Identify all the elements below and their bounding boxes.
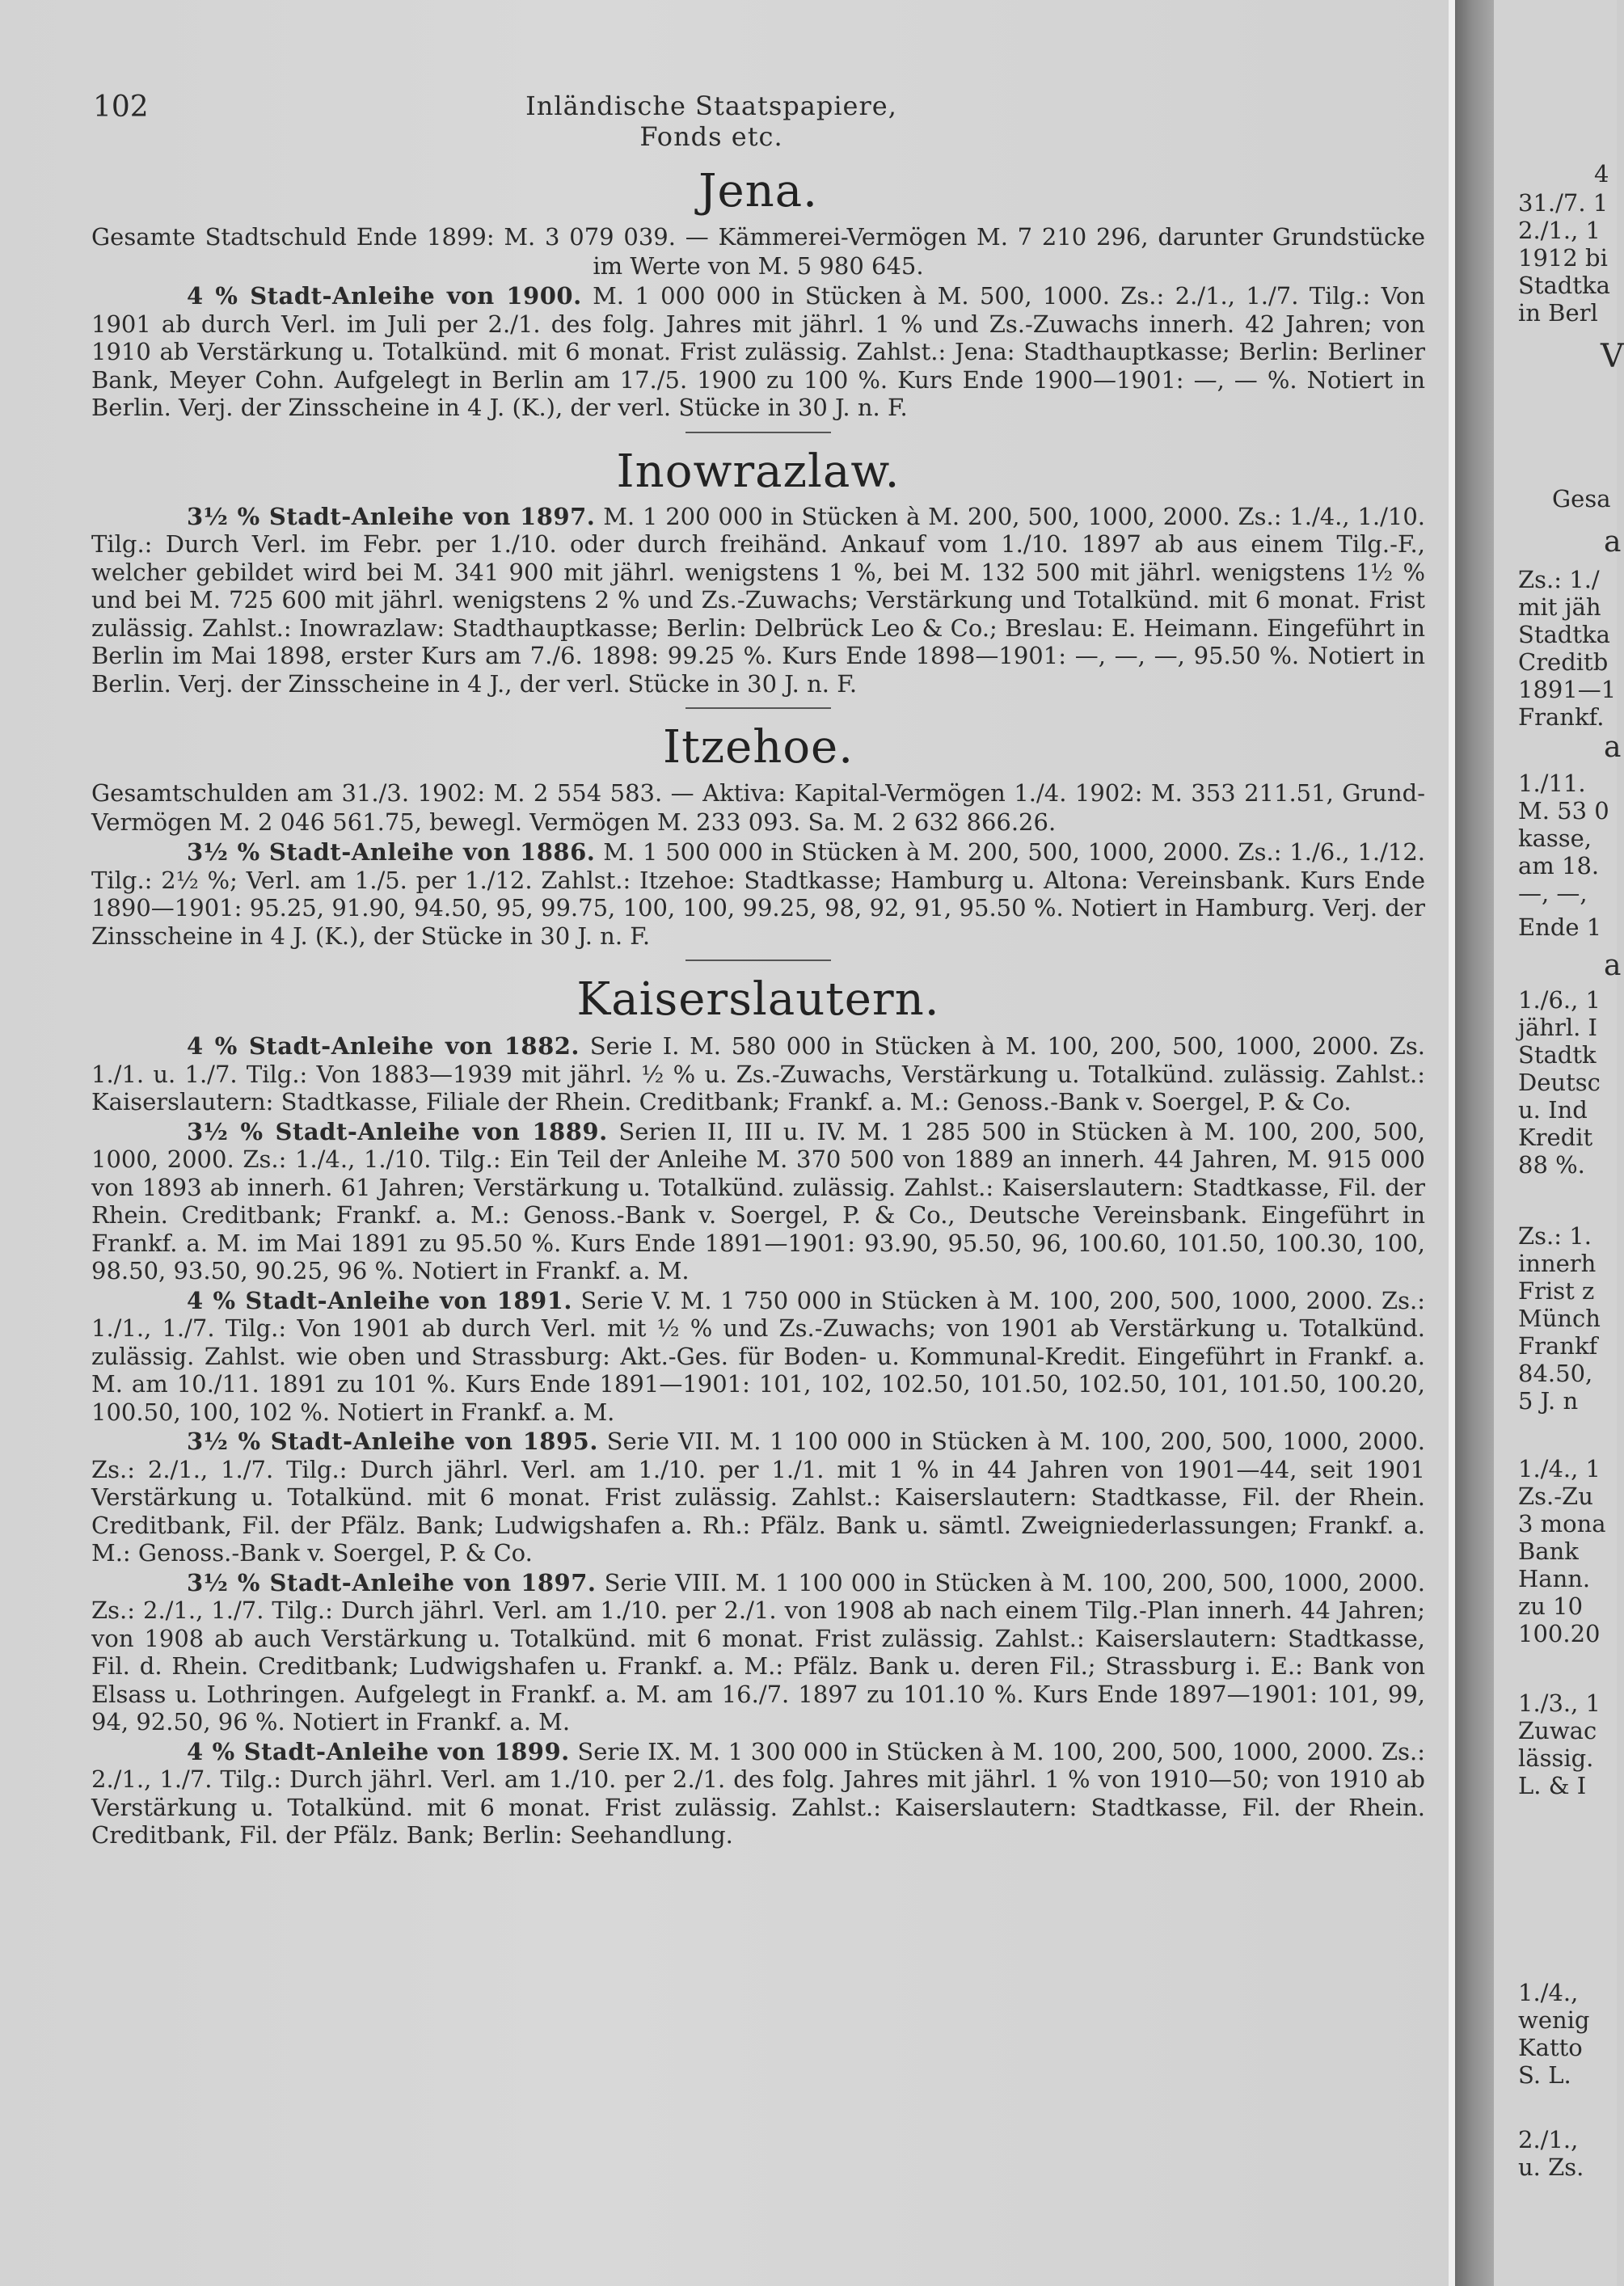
kaiserslautern-loan-1895 <box>91 1428 1425 1567</box>
next-page-line: 31./7. 1 <box>1518 189 1609 217</box>
running-head <box>93 91 1451 152</box>
book-gutter <box>1455 0 1494 2286</box>
next-page-line: lässig. <box>1518 1744 1594 1772</box>
loan-text: M. 1 500 000 in Stücken à M. 200, 500, 1000, 2000. Zs.: 1./6., 1./12. Tilg.: 2½ %; Verl. am 1./5. per 1./12. Zahlst.: Itzehoe: Stadtkasse; Hamburg u. Altona: Vereinsbank. Kurs Ende 1890—1901: 95.25, 91.90, 94.50, 95, 99.75, 100, 100, 99.25, 98, 92, 91, 95.50 %. Notiert in Hamburg. Verj. der Zinsscheine in 4 J. (K.), der Stücke in 30 J. n. F. <box>91 838 1426 950</box>
next-page-line: wenig <box>1518 2006 1590 2034</box>
next-page-line: a <box>1604 731 1622 764</box>
next-page-line: Zs.-Zu <box>1518 1483 1593 1510</box>
next-page-line: a <box>1604 949 1622 982</box>
next-page-line: Frankf <box>1518 1332 1598 1360</box>
loan-heading: 4 % Stadt-Anleihe von 1900. <box>187 282 582 310</box>
next-page-line: 100.20 <box>1518 1620 1601 1647</box>
next-page-line: u. Ind <box>1518 1096 1588 1124</box>
loan-text: M. 1 000 000 in Stücken à M. 500, 1000. Zs.: 2./1., 1./7. Tilg.: Von 1901 ab durch Verl. im Juli per 2./1. des folg. Jahres mit jährl. 1 % und Zs.-Zuwachs innerh. 42 Jahren; von 1910 ab Verstärkung u. Totalkünd. mit 6 monat. Frist zulässig. Zahlst.: Jena: Stadthauptkasse; Berlin: Berliner Bank, Meyer Cohn. Aufgelegt in Berlin am 17./5. 1900 zu 100 %. Kurs Ende 1900—1901: —, — %. Notiert in Berlin. Verj. der Zinsscheine in 4 J. (K.), der verl. Stücke in 30 J. n. F. <box>91 282 1426 421</box>
kaiserslautern-loan-1882 <box>91 1032 1425 1116</box>
section-title-jena: Jena. <box>698 165 818 217</box>
next-page-line: 1891—1 <box>1518 676 1617 703</box>
kaiserslautern-loan-1891 <box>91 1287 1425 1427</box>
loan-heading: 3½ % Stadt-Anleihe von 1895. <box>187 1428 598 1455</box>
next-page-line: Zs.: 1. <box>1518 1222 1592 1250</box>
next-page-line: Katto <box>1518 2034 1583 2061</box>
next-page-line: am 18. <box>1518 852 1600 879</box>
section-divider <box>685 707 831 709</box>
loan-heading: 3½ % Stadt-Anleihe von 1889. <box>187 1117 608 1145</box>
kaiserslautern-loan-1899 <box>91 1738 1425 1849</box>
loan-text: Serie VIII. M. 1 100 000 in Stücken à M. 100, 200, 500, 1000, 2000. Zs.: 2./1., 1./7. Tilg.: Durch jährl. Verl. am 1./10. per 2./1. von 1908 ab nach einem Tilg.-Plan innerh. 44 Jahren; von 1908 ab auch Verstärkung u. Totalkünd. mit 6 monat. Frist zulässig. Zahlst.: Kaiserslautern: Stadtkasse, Fil. d. Rhein. Creditbank; Ludwigshafen u. Frankf. a. M.: Pfälz. Bank u. deren Fil.; Strassburg i. E.: Bank von Elsass u. Lothringen. Aufgelegt in Frankf. a. M. am 16./7. 1897 zu 101.10 %. Kurs Ende 1897—1901: 101, 99, 94, 92.50, 96 %. Notiert in Frankf. a. M. <box>91 1568 1425 1736</box>
next-page-line: mit jäh <box>1518 593 1601 621</box>
next-page-line: V <box>1601 338 1624 375</box>
loan-text: Serien II, III u. IV. M. 1 285 500 in Stücken à M. 100, 200, 500, 1000, 2000. Zs.: 1./4., 1./10. Tilg.: Ein Teil der Anleihe M. 370 500 von 1889 an innerh. 44 Jahren, M. 915 000 von 1893 ab innerh. 61 Jahren; Verstärkung u. Totalkünd. zulässig. Zahlst.: Kaiserslautern: Stadtkasse, Fil. der Rhein. Creditbank; Frankf. a. M.: Genoss.-Bank v. Soergel, P. & Co., Deutsche Vereinsbank. Eingeführt in Frankf. a. M. im Mai 1891 zu 95.50 %. Kurs Ende 1891—1901: 93.90, 95.50, 96, 100.60, 101.50, 100.30, 100, 98.50, 93.50, 90.25, 96 %. Notiert in Frankf. a. M. <box>91 1117 1425 1284</box>
next-page-line: Zuwac <box>1518 1717 1597 1744</box>
next-page-line: 5 J. n <box>1518 1387 1579 1415</box>
next-page-line: 2./1., <box>1518 2126 1579 2153</box>
next-page-line: Stadtka <box>1518 621 1610 648</box>
loan-text: Serie IX. M. 1 300 000 in Stücken à M. 100, 200, 500, 1000, 2000. Zs.: 2./1., 1./7. Tilg.: Durch jährl. Verl. am 1./10. per 2./1. des folg. Jahres mit jährl. 1 % von 1910—50; von 1910 ab Verstärkung u. Totalkünd. mit 6 monat. Frist zulässig. Zahlst.: Kaiserslautern: Stadtkasse, Fil. der Rhein. Creditbank, Fil. der Pfälz. Bank; Berlin: Seehandlung. <box>91 1737 1425 1849</box>
next-page-line: jährl. I <box>1518 1014 1597 1041</box>
next-page-line: 88 %. <box>1518 1151 1585 1179</box>
next-page-line: Deutsc <box>1518 1069 1601 1096</box>
loan-text: Serie V. M. 1 750 000 in Stücken à M. 100, 200, 500, 1000, 2000. Zs.: 1./1., 1./7. Tilg.: Von 1901 ab durch Verl. mit ½ % und Zs.-Zuwachs; von 1901 ab Verstärkung u. Totalkünd. zulässig. Zahlst. wie oben und Strassburg: Akt.-Ges. für Boden- u. Kommunal-Kredit. Eingeführt in Frankf. a. M. am 10./11. 1891 zu 101 %. Kurs Ende 1891—1901: 101, 102, 102.50, 101.50, 102.50, 101, 101.50, 100.20, 100.50, 100, 102 %. Notiert in Frankf. a. M. <box>91 1286 1426 1426</box>
section-divider <box>685 960 831 961</box>
next-page-line: Gesa <box>1552 485 1611 512</box>
kaiserslautern-loan-1889 <box>91 1118 1425 1285</box>
next-page-line: Kredit <box>1518 1124 1593 1151</box>
jena-intro: Gesamte Stadtschuld Ende 1899: M. 3 079 039. — Kämmerei-Vermögen M. 7 210 296, darunter Grundstücke im Werte von M. 5 980 645. <box>91 223 1425 280</box>
next-page-line: u. Zs. <box>1518 2153 1584 2181</box>
next-page-line: 3 mona <box>1518 1510 1606 1537</box>
itzehoe-loan-1886 <box>91 838 1425 950</box>
next-page-line: —, —, <box>1518 879 1588 907</box>
next-page-line: Münch <box>1518 1305 1601 1332</box>
page-content <box>91 166 1425 1849</box>
next-page-line: Bank <box>1518 1537 1579 1565</box>
next-page-line: 1./4., <box>1518 1979 1579 2006</box>
loan-text: Serie I. M. 580 000 in Stücken à M. 100, 200, 500, 1000, 2000. Zs. 1./1. u. 1./7. Tilg.: Von 1883—1939 mit jährl. ½ % u. Zs.-Zuwachs, Verstärkung u. Totalkünd. zulässig. Zahlst.: Kaiserslautern: Stadtkasse, Filiale der Rhein. Creditbank; Frankf. a. M.: Genoss.-Bank v. Soergel, P. & Co. <box>91 1032 1426 1116</box>
kaiserslautern-loan-1897 <box>91 1569 1425 1736</box>
next-page-line: a <box>1604 525 1622 559</box>
next-page-line: Zs.: 1./ <box>1518 566 1600 593</box>
next-page-line: Frankf. <box>1518 703 1605 731</box>
next-page-line: 1./4., 1 <box>1518 1455 1601 1483</box>
next-page-line: M. 53 0 <box>1518 797 1609 825</box>
loan-heading: 3½ % Stadt-Anleihe von 1886. <box>187 838 596 866</box>
next-page-line: innerh <box>1518 1250 1597 1277</box>
next-page-line: Ende 1 <box>1518 913 1602 941</box>
next-page-line: 1./6., 1 <box>1518 986 1601 1014</box>
loan-heading: 3½ % Stadt-Anleihe von 1897. <box>187 1568 597 1596</box>
page-number: 102 <box>93 91 149 124</box>
loan-text: Serie VII. M. 1 100 000 in Stücken à M. 100, 200, 500, 1000, 2000. Zs.: 2./1., 1./7. Tilg.: Durch jährl. Verl. am 1./10. per 1./1. mit 1 % in 44 Jahren von 1901—44, seit 1901 Verstärkung u. Totalkünd. mit 6 monat. Frist zulässig. Zahlst.: Kaiserslautern: Stadtkasse, Fil. der Rhein. Creditbank, Fil. der Pfälz. Bank; Ludwigshafen a. Rh.: Pfälz. Bank u. sämtl. Zweigniederlassungen; Frankf. a. M.: Genoss.-Bank v. Soergel, P. & Co. <box>91 1428 1425 1567</box>
itzehoe-intro: Gesamtschulden am 31./3. 1902: M. 2 554 583. — Aktiva: Kapital-Vermögen 1./4. 1902: M. 353 211.51, Grund-Vermögen M. 2 046 561.75, bewegl. Vermögen M. 233 093. Sa. M. 2 632 866.26. <box>91 779 1425 836</box>
next-page-line: zu 10 <box>1518 1592 1584 1620</box>
section-title-kaiserslautern: Kaiserslautern. <box>576 973 940 1026</box>
next-page-line: kasse, <box>1518 825 1592 852</box>
section-title-itzehoe: Itzehoe. <box>663 721 854 774</box>
jena-loan-1900 <box>91 282 1425 422</box>
next-page-line: Stadtka <box>1518 272 1610 299</box>
next-page-line: 4 <box>1594 160 1609 188</box>
next-page-line: Frist z <box>1518 1277 1595 1305</box>
loan-heading: 3½ % Stadt-Anleihe von 1897. <box>187 502 596 530</box>
next-page-line: Stadtk <box>1518 1041 1597 1069</box>
next-page-fragment <box>1494 0 1624 2286</box>
inowrazlaw-loan-1897 <box>91 503 1425 698</box>
running-title: Inländische Staatspapiere, Fonds etc. <box>525 91 897 152</box>
next-page-line: Hann. <box>1518 1565 1591 1592</box>
next-page-line: Creditb <box>1518 648 1609 676</box>
section-title-inowrazlaw: Inowrazlaw. <box>616 445 901 498</box>
loan-text: M. 1 200 000 in Stücken à M. 200, 500, 1000, 2000. Zs.: 1./4., 1./10. Tilg.: Durch Verl. im Febr. per 1./10. oder durch freihänd. Ankauf vom 1./10. 1897 ab aus einem Tilg.-F., welcher gebildet wird bei M. 341 900 mit jährl. wenigstens 1 %, bei M. 132 500 mit jährl. wenigstens 1½ % und bei M. 725 600 mit jährl. wenigstens 2 % und Zs.-Zuwachs; Verstärkung und Totalkünd. mit 6 monat. Frist zulässig. Zahlst.: Inowrazlaw: Stadthauptkasse; Berlin: Delbrück Leo & Co.; Breslau: E. Heimann. Eingeführt in Berlin im Mai 1898, erster Kurs am 7./6. 1898: 99.25 %. Kurs Ende 1898—1901: —, —, —, 95.50 %. Notiert in Berlin. Verj. der Zinsscheine in 4 J., der verl. Stücke in 30 J. n. F. <box>91 502 1426 698</box>
next-page-line: 2./1., 1 <box>1518 217 1601 244</box>
loan-heading: 4 % Stadt-Anleihe von 1899. <box>187 1737 570 1765</box>
next-page-line: L. & I <box>1518 1772 1587 1799</box>
next-page-line: 1./11. <box>1518 770 1586 797</box>
loan-heading: 4 % Stadt-Anleihe von 1891. <box>187 1286 572 1314</box>
next-page-line: 1912 bi <box>1518 244 1608 272</box>
next-page-line: S. L. <box>1518 2061 1571 2089</box>
next-page-line: 84.50, <box>1518 1360 1593 1387</box>
loan-heading: 4 % Stadt-Anleihe von 1882. <box>187 1032 580 1060</box>
next-page-line: in Berl <box>1518 299 1598 327</box>
section-divider <box>685 432 831 433</box>
next-page-line: 1./3., 1 <box>1518 1689 1601 1717</box>
